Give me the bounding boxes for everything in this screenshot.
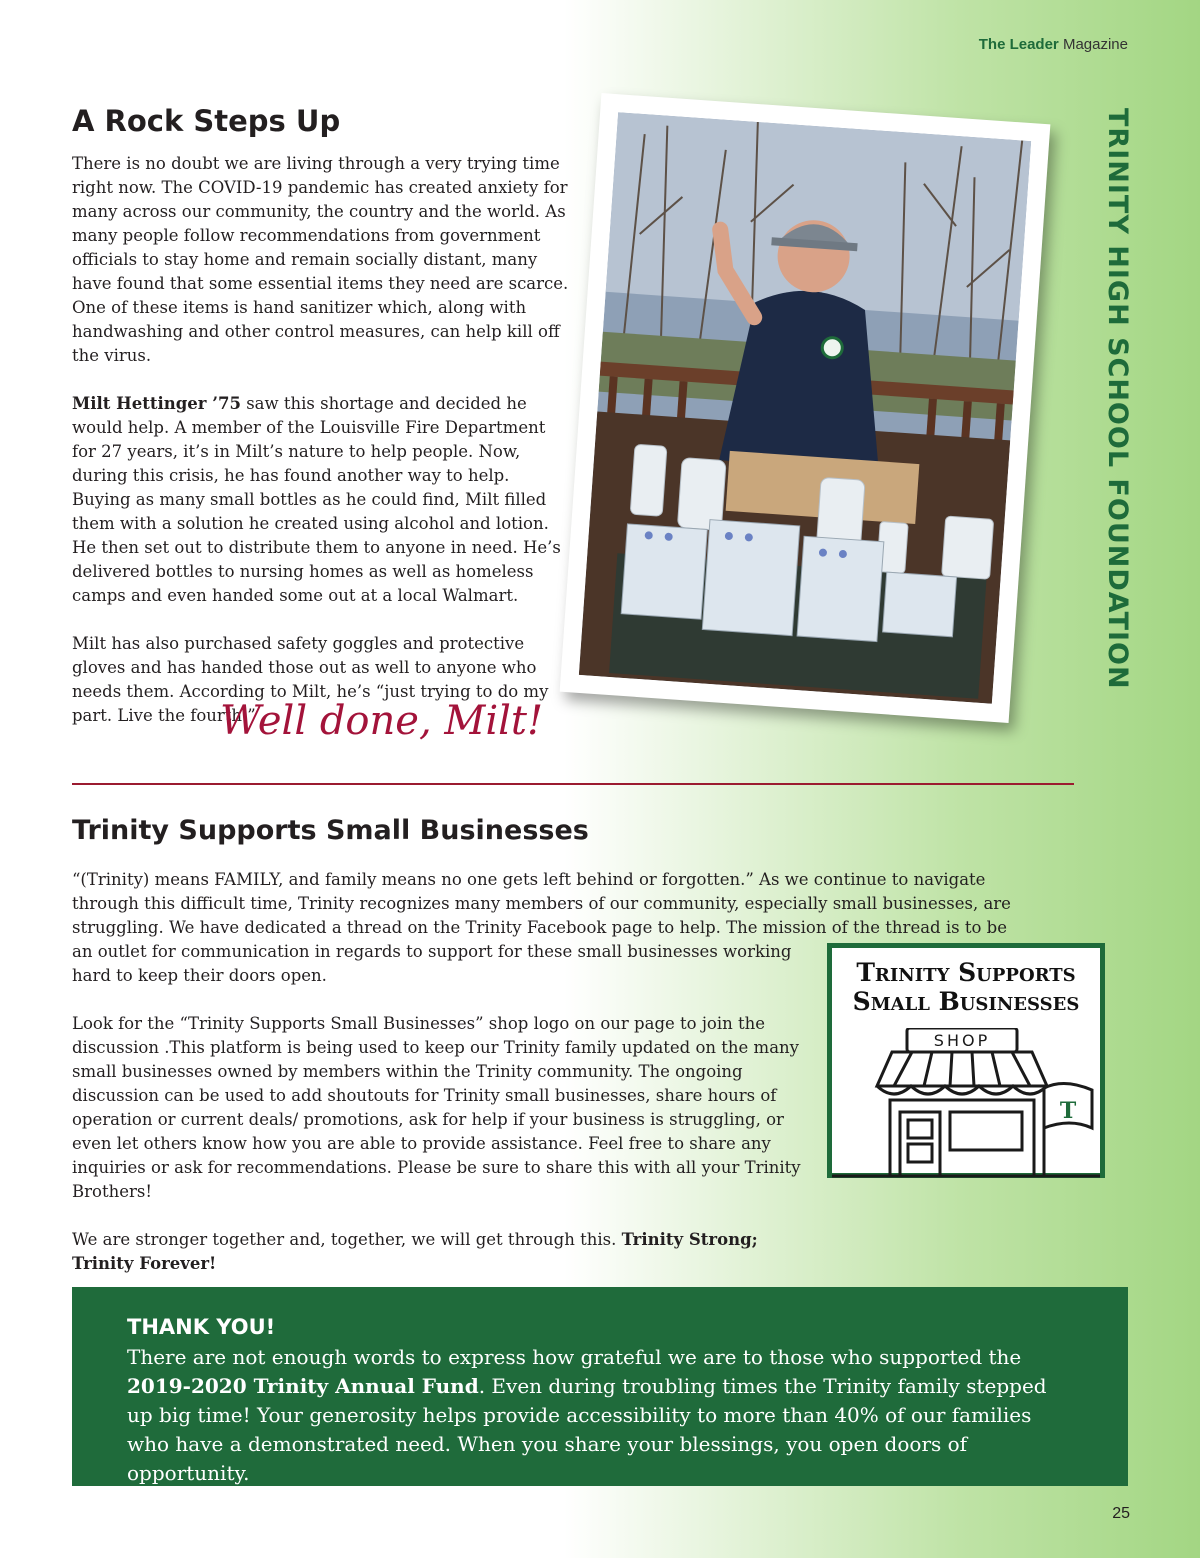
shop-storefront-icon [832,1028,1100,1178]
rock-paragraph-1: There is no doubt we are living through a very trying time right now. The COVID-19 pandemic has created anxiety for many across our community, the country and the world. As many people follow recommendations from government officials to stay home and remain socially distant, many have found that some essential items they need are scarce. One of these items is hand sanitizer which, along with handwashing and other control measures, can help kill off the virus. [72,154,569,365]
article-title-rock: A Rock Steps Up [72,104,341,138]
foundation-side-title: TRINITY HIGH SCHOOL FOUNDATION [1102,108,1133,690]
signoff-script: Well done, Milt! [220,698,544,744]
thank-you-text [127,1343,1068,1488]
article-title-small-business: Trinity Supports Small Businesses [72,815,589,846]
annual-fund-name: 2019-2020 Trinity Annual Fund [127,1374,479,1398]
article-body-rock [72,152,572,752]
thank-you-text-1: There are not enough words to express how grateful we are to those who supported the [127,1345,1022,1369]
magazine-brand: The Leader [978,36,1059,53]
shop-logo-title [832,958,1100,1016]
sb-paragraph-1a: “(Trinity) means FAMILY, and family means no one gets left behind or forgotten.” As we continue to navigate through this difficult time, Trinity recognizes many members of our community, especially small businesses, are struggling. We have dedicated a thread on the Trinity Facebook page to help. The mission of the thread is to be [72,870,1011,937]
magazine-suffix: Magazine [1062,36,1128,53]
milt-photo [560,93,1051,723]
shop-logo [827,943,1105,1178]
section-divider [72,783,1074,785]
rock-paragraph-2-text: saw this shortage and decided he would help. A member of the Louisville Fire Department for 27 years, it’s in Milt’s nature to help people. Now, during this crisis, he has found another way to help. Buying as many small bottles as he could find, Milt filled them with a solution he created using alcohol and lotion. He then set out to distribute them to anyone in need. He’s delivered bottles to nursing homes as well as homeless camps and even handed some out at a local Walmart. [72,394,561,605]
page-number: 25 [1112,1505,1130,1522]
sb-paragraph-1b: an outlet for communication in regards to support for these small businesses working hard to keep their doors open. [72,942,792,985]
magazine-header [979,36,1128,53]
milt-photo-image [579,112,1031,704]
thank-you-text-2: . Even during troubling times the Trinity family stepped up big time! Your generosity helps provide accessibility to more than 40% of our families who have a demonstrated need. When you share your blessings, you open doors of opportunity. [127,1374,1047,1485]
shop-sign-text: SHOP [933,1031,991,1050]
rock-paragraph-3: Milt has also purchased safety goggles and protective gloves and has handed those out as well to anyone who needs them. According to Milt, he’s “just trying to do my part. Live the fourth.” [72,634,549,725]
shop-logo-line-1: Trinity Supports [856,958,1076,987]
trinity-strong: Trinity Strong; Trinity Forever! [72,1230,758,1273]
shop-logo-line-2: Small Businesses [852,987,1080,1016]
flag-letter: T [1059,1098,1077,1124]
sb-paragraph-2: Look for the “Trinity Supports Small Businesses” shop logo on our page to join the discussion .This platform is being used to keep our Trinity family updated on the many small businesses owned by members within the Trinity community. The ongoing discussion can be used to add shoutouts for Trinity small businesses, share hours of operation or current deals/ promotions, ask for help if your business is struggling, or even let others know how you are able to provide assistance. Feel free to share any inquiries or ask for recommendations. Please be sure to share this with all your Trinity Brothers! [72,1014,801,1201]
sb-paragraph-3 [72,1228,817,1276]
rock-paragraph-2 [72,392,572,608]
milt-name: Milt Hettinger ’75 [72,394,241,413]
thank-you-heading: THANK YOU! [127,1315,276,1339]
sb-paragraph-3-text: We are stronger together and, together, we will get through this. [72,1230,622,1249]
thank-you-box [72,1287,1128,1486]
